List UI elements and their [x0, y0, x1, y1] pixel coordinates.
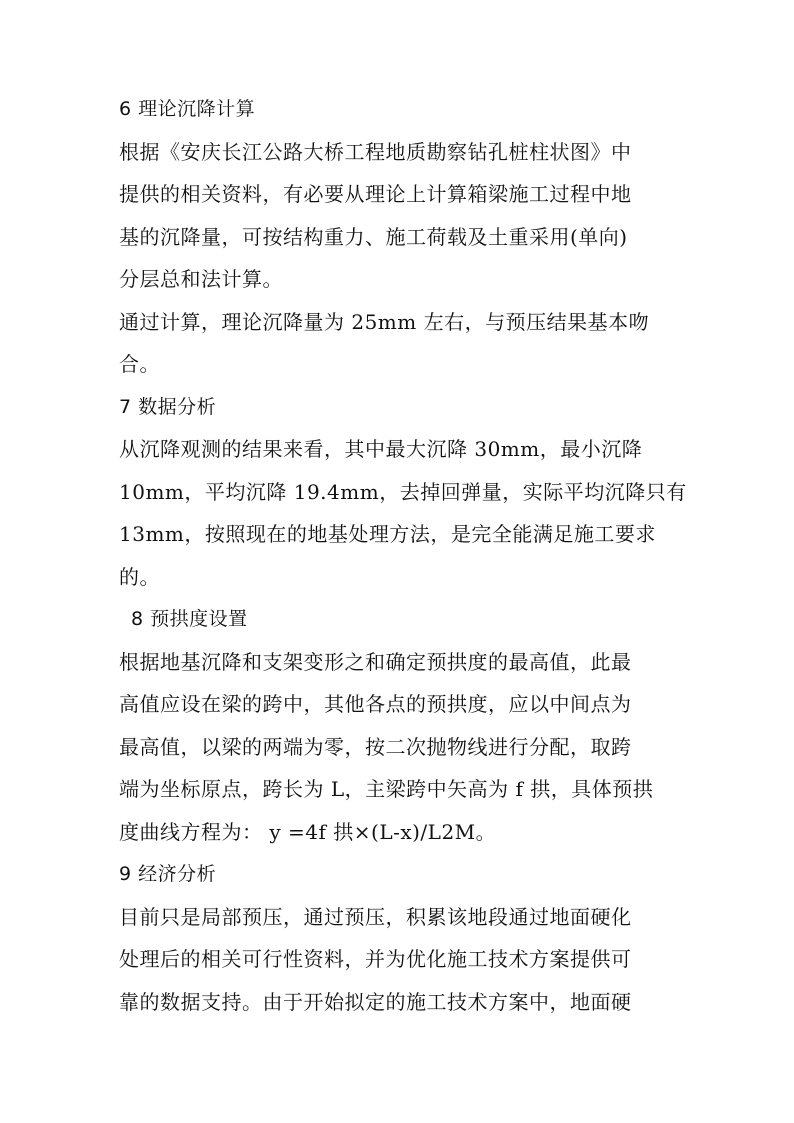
section-8-line-2: 高值应设在梁的跨中，其他各点的预拱度，应以中间点为 — [119, 692, 632, 716]
section-7-line-4: 的。 — [119, 564, 160, 589]
section-8-line-5: 度曲线方程为： y =4f 拱×(L-x)/L2M。 — [119, 819, 497, 844]
section-8-heading: 8 预拱度设置 — [131, 608, 248, 630]
section-8-line-1: 根据地基沉降和支架变形之和确定预拱度的最高值，此最 — [119, 649, 632, 674]
section-7-heading: 7 数据分析 — [119, 395, 217, 418]
section-6-line-6: 合。 — [119, 352, 160, 376]
section-9-line-3: 靠的数据支持。由于开始拟定的施工技术方案中，地面硬 — [119, 989, 632, 1014]
section-7-line-3: 13mm，按照现在的地基处理方法，是完全能满足施工要求 — [119, 522, 656, 546]
section-8-line-4: 端为坐标原点，跨长为 L，主梁跨中矢高为 f 拱，具体预拱 — [119, 777, 654, 801]
section-9-line-2: 处理后的相关可行性资料，并为优化施工技术方案提供可 — [119, 947, 632, 971]
section-7-line-1: 从沉降观测的结果来看，其中最大沉降 30mm，最小沉降 — [119, 437, 643, 461]
section-8-line-3: 最高值，以梁的两端为零，按二次抛物线进行分配，取跨 — [119, 734, 632, 759]
section-6-line-1: 根据《安庆长江公路大桥工程地质勘察钻孔桩柱状图》中 — [119, 139, 632, 164]
document-body — [119, 88, 687, 1023]
section-9-heading: 9 经济分析 — [119, 863, 217, 885]
section-6-line-4: 分层总和法计算。 — [119, 267, 283, 291]
section-6-heading: 6 理论沉降计算 — [119, 98, 256, 120]
section-7-line-2: 10mm，平均沉降 19.4mm，去掉回弹量，实际平均沉降只有 — [119, 479, 687, 504]
section-6-line-2: 提供的相关资料，有必要从理论上计算箱梁施工过程中地 — [119, 182, 632, 206]
section-9-line-1: 目前只是局部预压，通过预压，积累该地段通过地面硬化 — [119, 904, 632, 929]
section-6-line-3: 基的沉降量，可按结构重力、施工荷载及土重采用(单向) — [119, 224, 628, 249]
section-6-line-5: 通过计算，理论沉降量为 25mm 左右，与预压结果基本吻 — [119, 309, 650, 334]
